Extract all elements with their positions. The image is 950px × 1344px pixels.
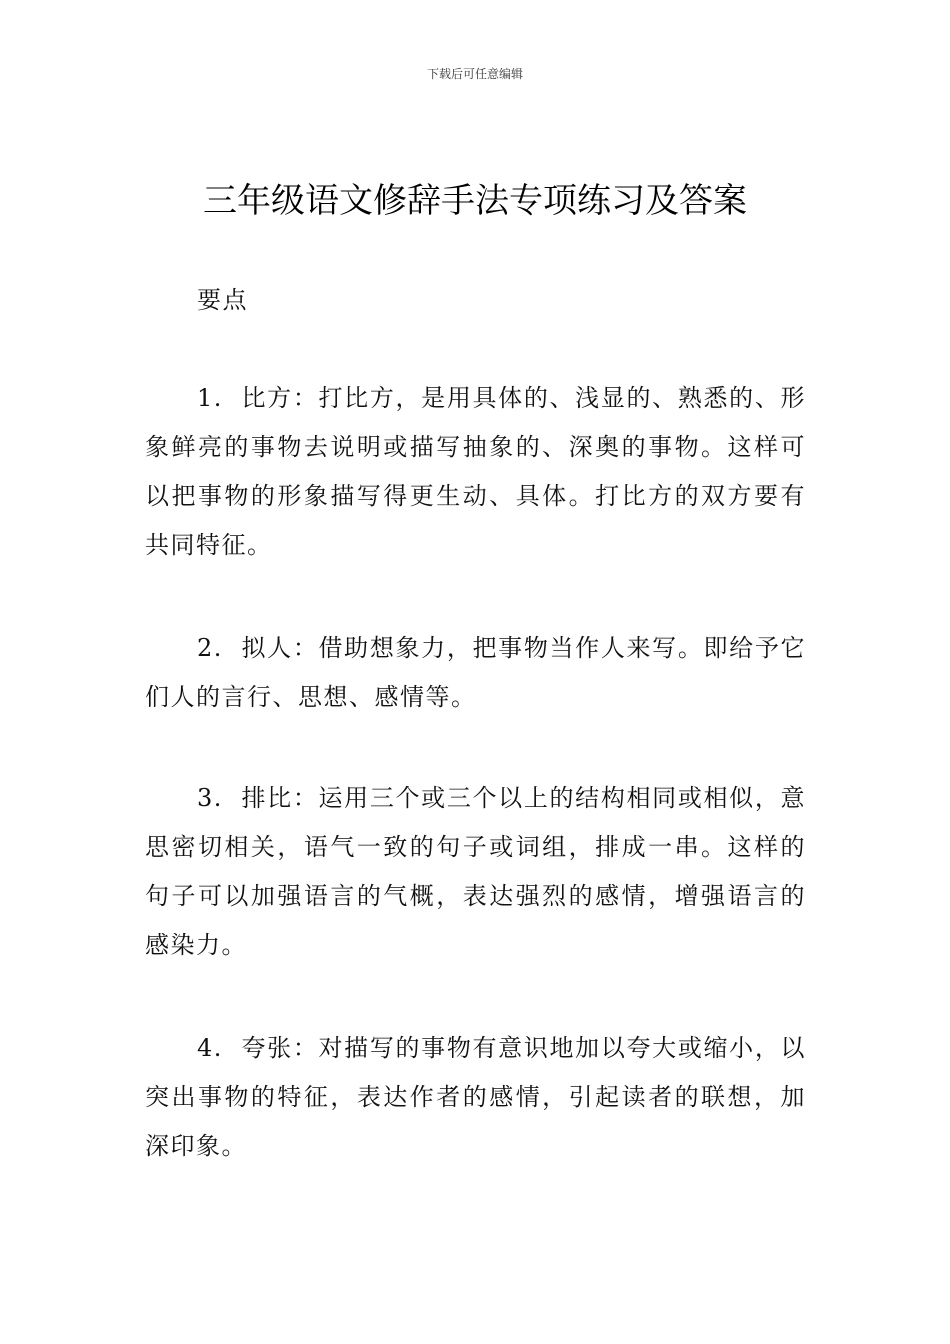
section-heading: 要点 (197, 286, 248, 314)
paragraph-text: 拟人：借助想象力，把事物当作人来写。即给予它们人的言行、思想、感情等。 (145, 634, 806, 711)
paragraph-number: 1. (197, 384, 223, 412)
paragraph-text: 比方：打比方，是用具体的、浅显的、熟悉的、形象鲜亮的事物去说明或描写抽象的、深奥的事物。这样可以把事物的形象描写得更生动、具体。打比方的双方要有共同特征。 (145, 384, 806, 559)
page-header: 下载后可任意编辑 (426, 67, 523, 81)
paragraph-number: 4. (197, 1034, 223, 1062)
paragraph-personification (145, 624, 806, 722)
paragraph-number: 3. (197, 784, 223, 812)
paragraph-number: 2. (197, 634, 223, 662)
paragraph-simile (145, 374, 806, 570)
paragraph-text: 排比：运用三个或三个以上的结构相同或相似，意思密切相关，语气一致的句子或词组，排成一串。这样的句子可以加强语言的气概，表达强烈的感情，增强语言的感染力。 (145, 784, 806, 959)
document-title: 三年级语文修辞手法专项练习及答案 (203, 181, 747, 221)
paragraph-parallelism (145, 774, 806, 970)
paragraph-hyperbole (145, 1024, 806, 1171)
paragraph-text: 夸张：对描写的事物有意识地加以夸大或缩小，以突出事物的特征，表达作者的感情，引起读者的联想，加深印象。 (145, 1034, 806, 1160)
